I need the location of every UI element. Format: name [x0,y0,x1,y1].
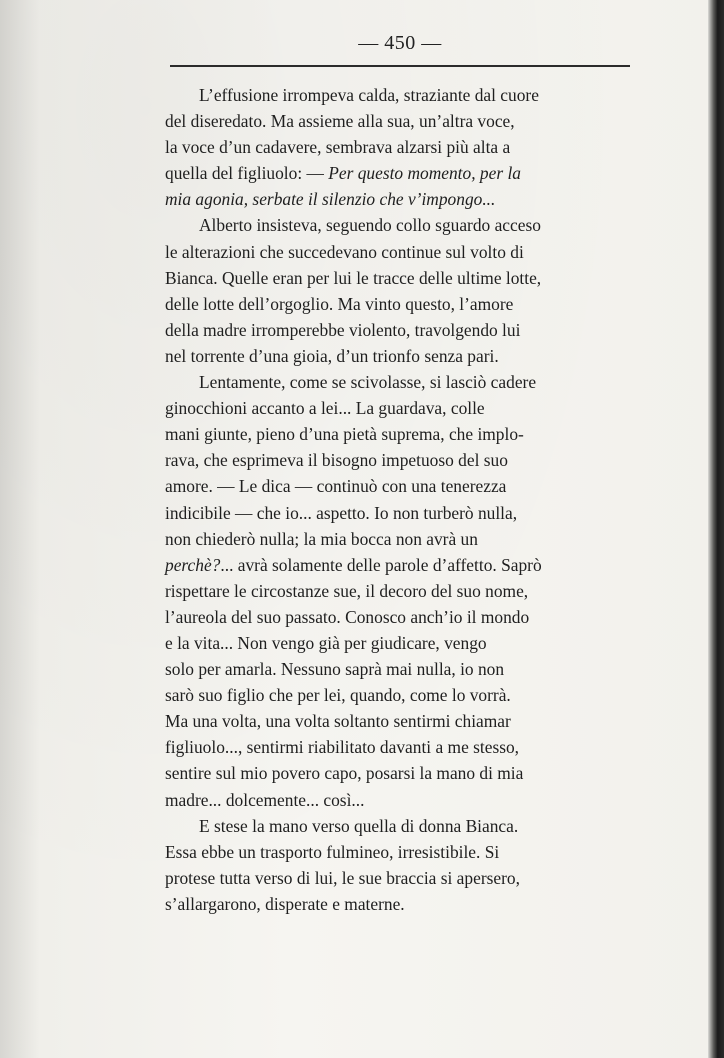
text-line: L’effusione irrompeva calda, straziante dal cuore [199,85,539,105]
text-line: della madre irromperebbe violento, travolgendo lui [165,319,521,340]
text-line: del diseredato. Ma assieme alla sua, un’altra voce, [165,111,515,132]
page-number: — 450 — [358,32,442,54]
text-line: la voce d’un cadavere, sembrava alzarsi più alta a [165,137,511,158]
italic-quote: Per questo momento, per la [328,163,521,184]
text-line: rispettare le circostanze sue, il decoro del suo nome, [165,580,529,601]
text-line: Lentamente, come se scivolasse, si lasciò cadere [199,372,537,393]
text-line: madre... dolcemente... così... [165,789,365,810]
text-line: delle lotte dell’orgoglio. Ma vinto questo, l’amore [165,293,514,314]
text-line: solo per amarla. Nessuno saprà mai nulla, io non [165,659,505,680]
text-line: non chiederò nulla; la mia bocca non avrà un [165,528,478,549]
text-line [165,186,635,212]
text-line: indicibile — che io... aspetto. Io non turberò nulla, [165,502,518,523]
italic-quote: mia agonia, serbate il silenzio che v’impongo... [165,189,496,210]
page-right-edge [708,0,724,1058]
text-line: nel torrente d’una gioia, d’un trionfo senza pari. [165,345,499,366]
text-line: s’allargarono, disperate e materne. [165,893,405,914]
text-line: l’aureola del suo passato. Conosco anch’io il mondo [165,606,530,627]
text-line: amore. — Le dica — continuò con una tenerezza [165,476,507,497]
text-line: e la vita... Non vengo già per giudicare, vengo [165,632,487,653]
text-line: ginocchioni accanto a lei... La guardava, colle [165,398,485,419]
italic-word: perchè? [165,554,221,575]
body-text [165,82,635,917]
text-line: figliuolo..., sentirmi riabilitato davanti a me stesso, [165,737,520,758]
text-line: Bianca. Quelle eran per lui le tracce delle ultime lotte, [165,267,542,288]
text-line: quella del figliuolo: — Per questo momento, per la [165,160,635,186]
page-header [165,32,635,55]
text-line: E stese la mano verso quella di donna Bianca. [199,815,519,836]
text-line: Essa ebbe un trasporto fulmineo, irresistibile. Si [165,841,500,862]
page-gutter-shadow [0,0,40,1058]
text-line: sentire sul mio povero capo, posarsi la mano di mia [165,763,524,784]
text-line: le alterazioni che succedevano continue sul volto di [165,241,524,262]
text-line: Ma una volta, una volta soltanto sentirmi chiamar [165,711,511,732]
text-line: sarò suo figlio che per lei, quando, come lo vorrà. [165,685,511,706]
text-line: protese tutta verso di lui, le sue braccia si apersero, [165,867,520,888]
text-line: mani giunte, pieno d’una pietà suprema, che implo- [165,424,524,445]
text-line: perchè?... avrà solamente delle parole d’affetto. Saprò [165,552,635,578]
header-rule [170,65,630,67]
text-line: rava, che esprimeva il bisogno impetuoso del suo [165,450,508,471]
text-line: Alberto insisteva, seguendo collo sguardo acceso [199,215,541,236]
